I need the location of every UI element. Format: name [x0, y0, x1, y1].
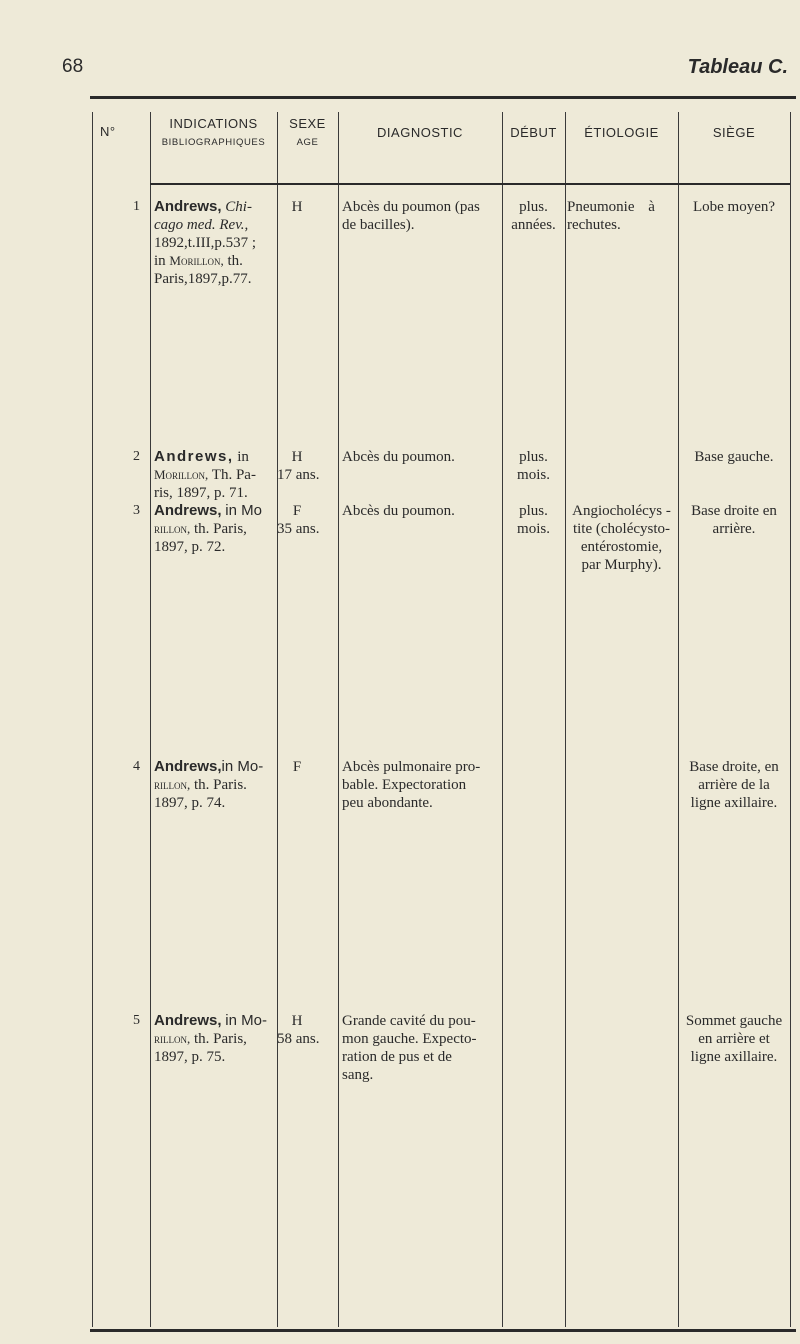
row-number: 5 — [133, 1013, 140, 1028]
header-debut: DÉBUT — [510, 125, 557, 140]
siege: Base droite en arrière. — [691, 503, 777, 537]
header-indications-label: INDICATIONS — [169, 116, 258, 131]
debut: plus. mois. — [517, 449, 550, 483]
column-rule — [790, 112, 791, 1327]
column-rule — [277, 112, 278, 1327]
bottom-rule — [90, 1329, 796, 1332]
column-rule — [678, 112, 679, 1327]
header-underline — [678, 183, 790, 185]
diagnostic: Abcès du poumon (pas de bacilles). — [342, 199, 480, 233]
sex-age: F — [292, 759, 302, 775]
header-underline — [502, 183, 565, 185]
header-underline — [277, 183, 338, 185]
header-sexe-label: SEXE — [289, 116, 326, 131]
header-etiologie: ÉTIOLOGIE — [584, 125, 659, 140]
header-underline — [150, 183, 277, 185]
column-rule — [502, 112, 503, 1327]
debut: plus. mois. — [517, 503, 550, 537]
debut: plus. années. — [511, 199, 556, 233]
diagnostic: Abcès pulmonaire pro- bable. Expectoration peu abondante. — [342, 759, 481, 811]
row-number: 1 — [133, 199, 140, 214]
etiologie: Pneumonie à rechutes. — [567, 199, 655, 233]
bibliographic-reference: Andrews, in Mo- rillon, th. Paris, 1897, p. 75. — [154, 1012, 267, 1065]
siege: Base droite, en arrière de la ligne axillaire. — [689, 759, 779, 811]
etiologie: Angiocholécys - tite (cholécysto- entérostomie, par Murphy). — [572, 503, 671, 573]
sex-age: H — [291, 199, 303, 215]
bibliographic-reference: Andrews, in Mo rillon, th. Paris, 1897, p. 72. — [154, 502, 262, 555]
siege: Sommet gauche en arrière et ligne axillaire. — [685, 1013, 783, 1065]
header-age-label: AGE — [296, 137, 319, 148]
row-number: 3 — [133, 503, 140, 518]
sex-age: H 58 ans. — [277, 1013, 320, 1047]
page-number: 68 — [62, 56, 84, 77]
row-number: 4 — [133, 759, 140, 774]
diagnostic: Grande cavité du pou- mon gauche. Expecto- ration de pus et de sang. — [342, 1013, 477, 1083]
column-rule — [150, 112, 151, 1327]
header-sexe — [277, 116, 338, 148]
header-underline — [338, 183, 502, 185]
diagnostic: Abcès du poumon. — [342, 449, 455, 465]
row-number: 2 — [133, 449, 140, 464]
column-rule — [338, 112, 339, 1327]
diagnostic: Abcès du poumon. — [342, 503, 455, 519]
bibliographic-reference: Andrews, Chi- cago med. Rev., 1892,t.III,p.537 ; in Morillon, th. Paris,1897,p.77. — [154, 198, 257, 287]
header-diagnostic: DIAGNOSTIC — [377, 125, 463, 140]
siege: Base gauche. — [694, 449, 774, 465]
header-siege: SIÈGE — [712, 125, 756, 140]
header-indications-sub: BIBLIOGRAPHIQUES — [161, 137, 266, 148]
header-number: N° — [100, 124, 116, 139]
header-underline — [565, 183, 678, 185]
column-rule — [92, 112, 93, 1327]
top-rule — [90, 96, 796, 99]
sex-age: H 17 ans. — [277, 449, 320, 483]
column-rule — [565, 112, 566, 1327]
sex-age: F 35 ans. — [277, 503, 320, 537]
bibliographic-reference: Andrews,in Mo- rillon, th. Paris. 1897, p. 74. — [154, 758, 264, 811]
bibliographic-reference: Andrews, in Morillon, Th. Pa- ris, 1897, p. 71. — [154, 448, 256, 501]
siege: Lobe moyen? — [692, 199, 776, 215]
running-title: Tableau C. — [687, 56, 788, 78]
header-indications — [150, 116, 277, 148]
